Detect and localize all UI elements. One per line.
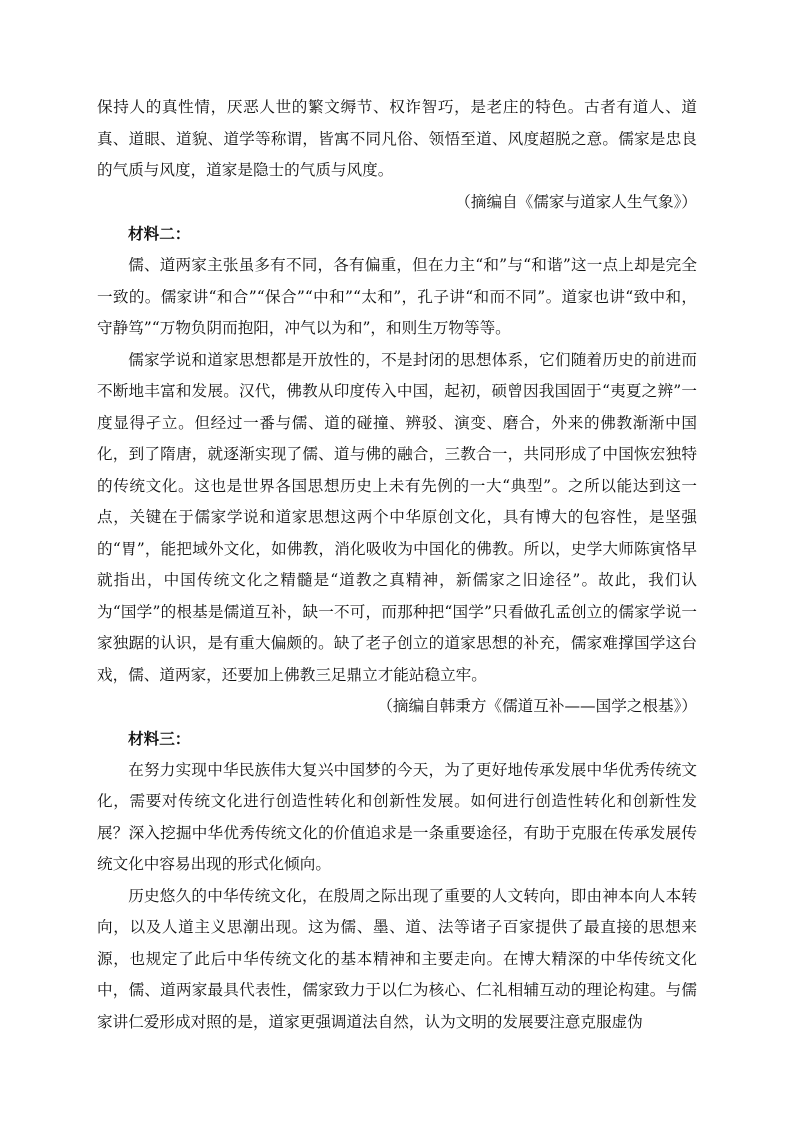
source-citation-2: （摘编自韩秉方《儒道互补——国学之根基》） [377, 697, 697, 715]
material-3-paragraph-2: 历史悠久的中华传统文化，在殷周之际出现了重要的人文转向，即由神本向人本转向，以及人道主义思潮出现。这为儒、墨、道、法等诸子百家提供了最直接的思想来源，也规定了此后中华传统文化的基本精神和主要走向。在博大精深的中华传统文化中，儒、道两家最具代表性，儒家致力于以仁为核心、仁礼相辅互动的理论构建。与儒家讲仁爱形成对照的是，道家更强调道法自然，认为文明的发展要注意克服虚伪 [97, 886, 697, 1031]
material-2-paragraph-1: 儒、道两家主张虽多有不同，各有偏重，但在力主“和”与“和谐”这一点上却是完全一致的。儒家讲“和合”“保合”“中和”“太和”，孔子讲“和而不同”。道家也讲“致中和，守静笃”“万物负阴而抱阳，冲气以为和”，和则生万物等等。 [97, 256, 697, 337]
section-heading-material-3: 材料三： [128, 728, 191, 748]
section-heading-material-2: 材料二： [128, 224, 191, 243]
paragraph-continued: 保持人的真性情，厌恶人世的繁文缛节、权诈智巧，是老庄的特色。古者有道人、道真、道眼、道貌、道学等称谓，皆寓不同凡俗、领悟至道、风度超脱之意。儒家是忠良的气质与风度，道家是隐士的气质与风度。 [97, 98, 697, 179]
source-citation-1: （摘编自《儒家与道家人生气象》） [455, 192, 697, 211]
material-3-paragraph-1: 在努力实现中华民族伟大复兴中国梦的今天，为了更好地传承发展中华优秀传统文化，需要对传统文化进行创造性转化和创新性发展。如何进行创造性转化和创新性发展？深入挖掘中华优秀传统文化的价值追求是一条重要途径，有助于克服在传承发展传统文化中容易出现的形式化倾向。 [97, 760, 697, 873]
material-2-paragraph-2: 儒家学说和道家思想都是开放性的，不是封闭的思想体系，它们随着历史的前进而不断地丰富和发展。汉代，佛教从印度传入中国，起初，硕曾因我国固于“夷夏之辨”一度显得孑立。但经过一番与儒、道的碰撞、辨驳、演变、磨合，外来的佛教渐渐中国化，到了隋唐，就逐渐实现了儒、道与佛的融合，三教合一，共同形成了中国恢宏独特的传统文化。这也是世界各国思想历史上未有先例的一大“典型”。之所以能达到这一点，关键在于儒家学说和道家思想这两个中华原创文化，具有博大的包容性，是坚强的“胃”，能把域外文化，如佛教，消化吸收为中国化的佛教。所以，史学大师陈寅恪早就指出，中国传统文化之精髓是“道教之真精神，新儒家之旧途径”。故此，我们认为“国学”的根基是儒道互补，缺一不可，而那种把“国学”只看做孔孟创立的儒家学说一家独踞的认识，是有重大偏颇的。缺了老子创立的道家思想的补充，儒家难撑国学这台戏，儒、道两家，还要加上佛教三足鼎立才能站稳立牢。 [97, 350, 697, 684]
page-content [97, 92, 697, 1038]
